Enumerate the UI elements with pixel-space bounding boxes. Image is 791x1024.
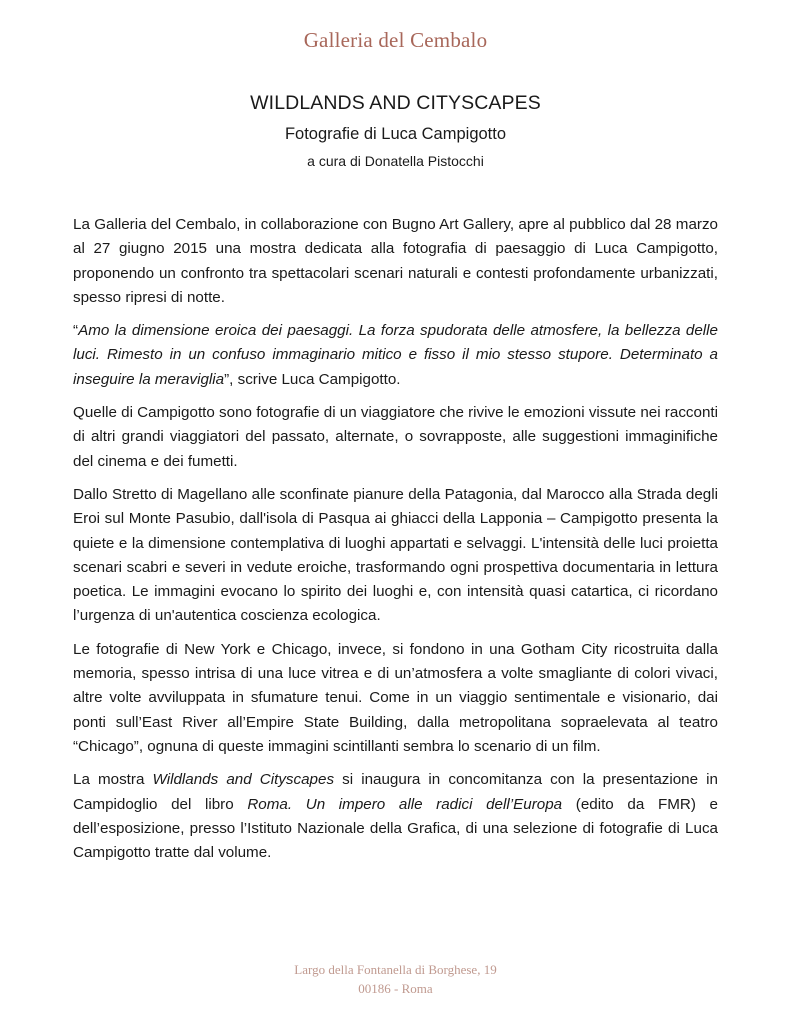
paragraph-inauguration <box>73 768 718 865</box>
paragraph-intro: La Galleria del Cembalo, in collaborazione con Bugno Art Gallery, apre al pubblico dal 28 marzo al 27 giugno 2015 una mostra dedicata alla fotografia di paesaggio di Luca Campigotto, proponendo un confronto tra spettacolari scenari naturali e contesti profondamente urbanizzati, spesso ripresi di notte. <box>73 216 718 306</box>
footer-city: 00186 - Roma <box>358 981 433 996</box>
press-release-body <box>73 213 718 874</box>
book-title-italic: Roma. Un impero alle radici dell’Europa <box>247 795 563 813</box>
footer-street: Largo della Fontanella di Borghese, 19 <box>294 962 497 977</box>
paragraph-cityscapes: Le fotografie di New York e Chicago, invece, si fondono in una Gotham City ricostruita dalla memoria, spesso intrisa di una luce vitrea e di un’atmosfera a volte smagliante di colori vivaci, altre volte avviluppata in sfumature tenui. Come in un viaggio sentimentale e visionario, dai ponti sull’East River all’Empire State Building, dalla metropolitana sopraelevata al teatro “Chicago”, ognuna di queste immagini scintillanti sembra lo scenario di un film. <box>73 640 718 755</box>
inauguration-text-a: La mostra <box>73 771 153 789</box>
gallery-name-header: Galleria del Cembalo <box>303 28 488 52</box>
exhibition-title-italic: Wildlands and Cityscapes <box>152 771 335 789</box>
artist-quote: Amo la dimensione eroica dei paesaggi. La forza spudorata delle atmosfere, la bellezza delle luci. Rimesto in un confuso immaginario mitico e fisso il mio stesso stupore. Determinato a inseguire la meraviglia <box>73 322 718 388</box>
exhibition-title: WILDLANDS AND CITYSCAPES <box>250 92 541 114</box>
curator-line: a cura di Donatella Pistocchi <box>307 153 484 169</box>
inauguration-text-b: si inaugura in concomitanza con la presentazione in Campidoglio del libro <box>73 771 719 813</box>
inauguration-text-c: (edito da FMR) e dell’esposizione, presso l’Istituto Nazionale della Grafica, di una selezione di fotografie di Luca Campigotto tratte dal volume. <box>73 795 719 862</box>
paragraph-quote <box>73 319 718 392</box>
footer-address <box>0 960 791 998</box>
quote-attribution: ”, scrive Luca Campigotto. <box>224 370 401 388</box>
paragraph-traveler: Quelle di Campigotto sono fotografie di un viaggiatore che rivive le emozioni vissute nei racconti di altri grandi viaggiatori del passato, alternate, o sovrapposte, alle suggestioni immaginifiche del cinema e dei fumetti. <box>73 404 718 470</box>
title-block <box>0 92 791 169</box>
paragraph-wildlands: Dallo Stretto di Magellano alle sconfinate pianure della Patagonia, dal Marocco alla Strada degli Eroi sul Monte Pasubio, dall'isola di Pasqua ai ghiacci della Lapponia – Campigotto presenta la quiete e la dimensione contemplativa di luoghi appartati e selvaggi. L'intensità delle luci proietta scenari scabri e severi in vedute eroiche, trasformando ogni prospettiva documentaria in lettura poetica. Le immagini evocano lo spirito dei luoghi e, con intensità quasi catartica, ci ricordano l’urgenza di un'autentica coscienza ecologica. <box>73 485 718 625</box>
exhibition-subtitle: Fotografie di Luca Campigotto <box>284 125 507 143</box>
quote-open-mark: “ <box>73 322 79 340</box>
